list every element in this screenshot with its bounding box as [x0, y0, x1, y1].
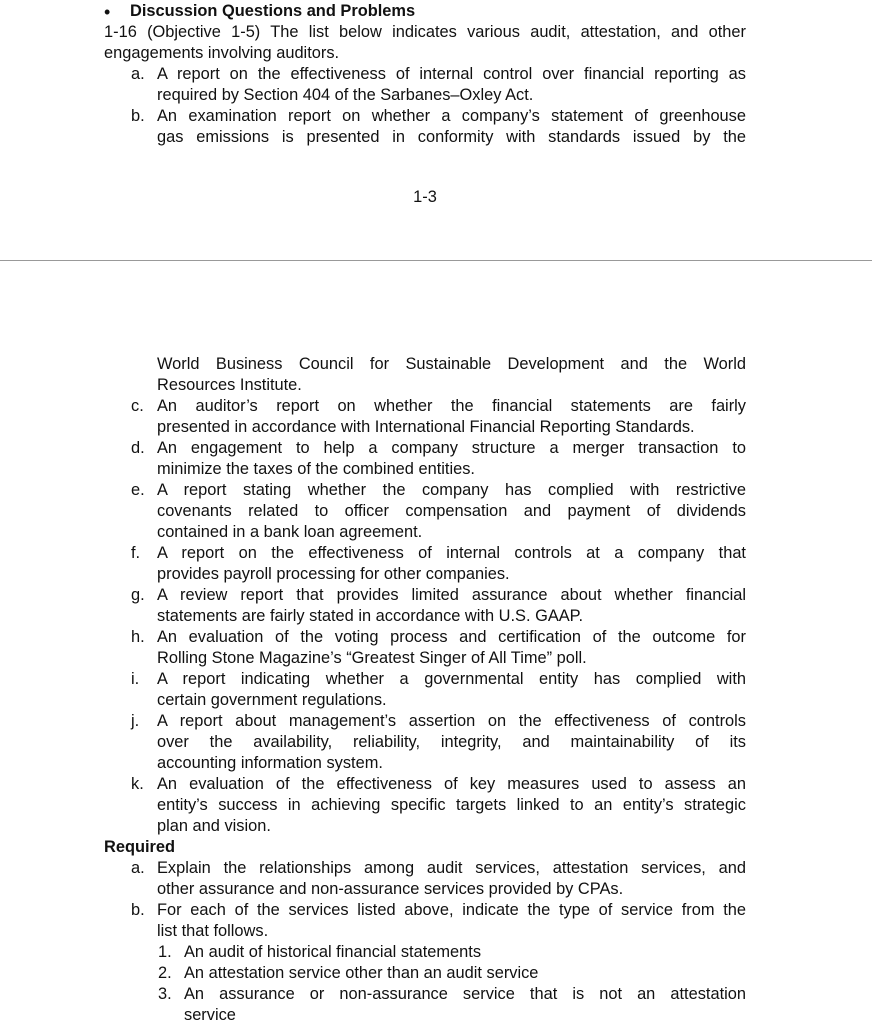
page-number: 1-3: [413, 188, 437, 206]
item-j-line-2: over the availability, reliability, integrity, and maintainability of its: [157, 733, 746, 751]
item-d-line-2: minimize the taxes of the combined entities.: [157, 460, 475, 478]
item-a-line-2: required by Section 404 of the Sarbanes–Oxley Act.: [157, 86, 534, 104]
item-e-line-3: contained in a bank loan agreement.: [157, 523, 423, 541]
item-k-line-1: An evaluation of the effectiveness of key measures used to assess an: [157, 775, 746, 793]
item-k-line-2: entity’s success in achieving specific targets linked to an entity’s strategic: [157, 796, 746, 814]
required-b-line-1: For each of the services listed above, indicate the type of service from the: [157, 901, 746, 919]
page-divider: [0, 260, 872, 261]
item-e-line-2: covenants related to officer compensation and payment of dividends: [157, 502, 746, 520]
required-a-line-1: Explain the relationships among audit services, attestation services, and: [157, 859, 746, 877]
item-i-line-1: A report indicating whether a governmental entity has complied with: [157, 670, 746, 688]
item-b-line-2: gas emissions is presented in conformity with standards issued by the: [157, 128, 746, 146]
item-j-label: j.: [131, 712, 140, 730]
option-3-label: 3.: [158, 985, 172, 1003]
required-b-label: b.: [131, 901, 145, 919]
item-f-label: f.: [131, 544, 141, 562]
question-line-1: 1-16 (Objective 1-5) The list below indicates various audit, attestation, and other: [104, 23, 746, 41]
item-b-line-1: An examination report on whether a company’s statement of greenhouse: [157, 107, 746, 125]
required-a-label: a.: [131, 859, 145, 877]
item-d-line-1: An engagement to help a company structure a merger transaction to: [157, 439, 746, 457]
item-i-label: i.: [131, 670, 140, 688]
item-g-line-1: A review report that provides limited assurance about whether financial: [157, 586, 746, 604]
item-h-line-2: Rolling Stone Magazine’s “Greatest Singer of All Time” poll.: [157, 649, 587, 667]
item-b-line-4: Resources Institute.: [157, 376, 302, 394]
item-j-line-1: A report about management’s assertion on the effectiveness of controls: [157, 712, 746, 730]
item-c-line-2: presented in accordance with International Financial Reporting Standards.: [157, 418, 695, 436]
item-j-line-3: accounting information system.: [157, 754, 383, 772]
question-line-2: engagements involving auditors.: [104, 44, 340, 62]
option-1-text: An audit of historical financial statements: [184, 943, 482, 961]
item-h-label: h.: [131, 628, 145, 646]
option-3-line-1: An assurance or non-assurance service that is not an attestation: [184, 985, 746, 1003]
item-c-label: c.: [131, 397, 144, 415]
item-e-label: e.: [131, 481, 145, 499]
item-c-line-1: An auditor’s report on whether the financial statements are fairly: [157, 397, 746, 415]
option-2-label: 2.: [158, 964, 172, 982]
item-b-label: b.: [131, 107, 145, 125]
item-h-line-1: An evaluation of the voting process and certification of the outcome for: [157, 628, 746, 646]
item-f-line-2: provides payroll processing for other companies.: [157, 565, 510, 583]
item-e-line-1: A report stating whether the company has complied with restrictive: [157, 481, 746, 499]
item-k-label: k.: [131, 775, 144, 793]
option-3-line-2: service: [184, 1006, 236, 1024]
item-f-line-1: A report on the effectiveness of internal controls at a company that: [157, 544, 746, 562]
section-heading: Discussion Questions and Problems: [130, 2, 416, 20]
item-d-label: d.: [131, 439, 145, 457]
item-a-label: a.: [131, 65, 145, 83]
required-heading: Required: [104, 838, 176, 856]
option-1-label: 1.: [158, 943, 172, 961]
item-b-line-3: World Business Council for Sustainable Development and the World: [157, 355, 746, 373]
required-b-line-2: list that follows.: [157, 922, 269, 940]
bullet-icon: •: [104, 2, 111, 22]
item-k-line-3: plan and vision.: [157, 817, 271, 835]
item-g-line-2: statements are fairly stated in accordance with U.S. GAAP.: [157, 607, 584, 625]
item-i-line-2: certain government regulations.: [157, 691, 387, 709]
item-a-line-1: A report on the effectiveness of internal control over financial reporting as: [157, 65, 746, 83]
required-a-line-2: other assurance and non-assurance services provided by CPAs.: [157, 880, 624, 898]
option-2-text: An attestation service other than an audit service: [184, 964, 539, 982]
item-g-label: g.: [131, 586, 145, 604]
